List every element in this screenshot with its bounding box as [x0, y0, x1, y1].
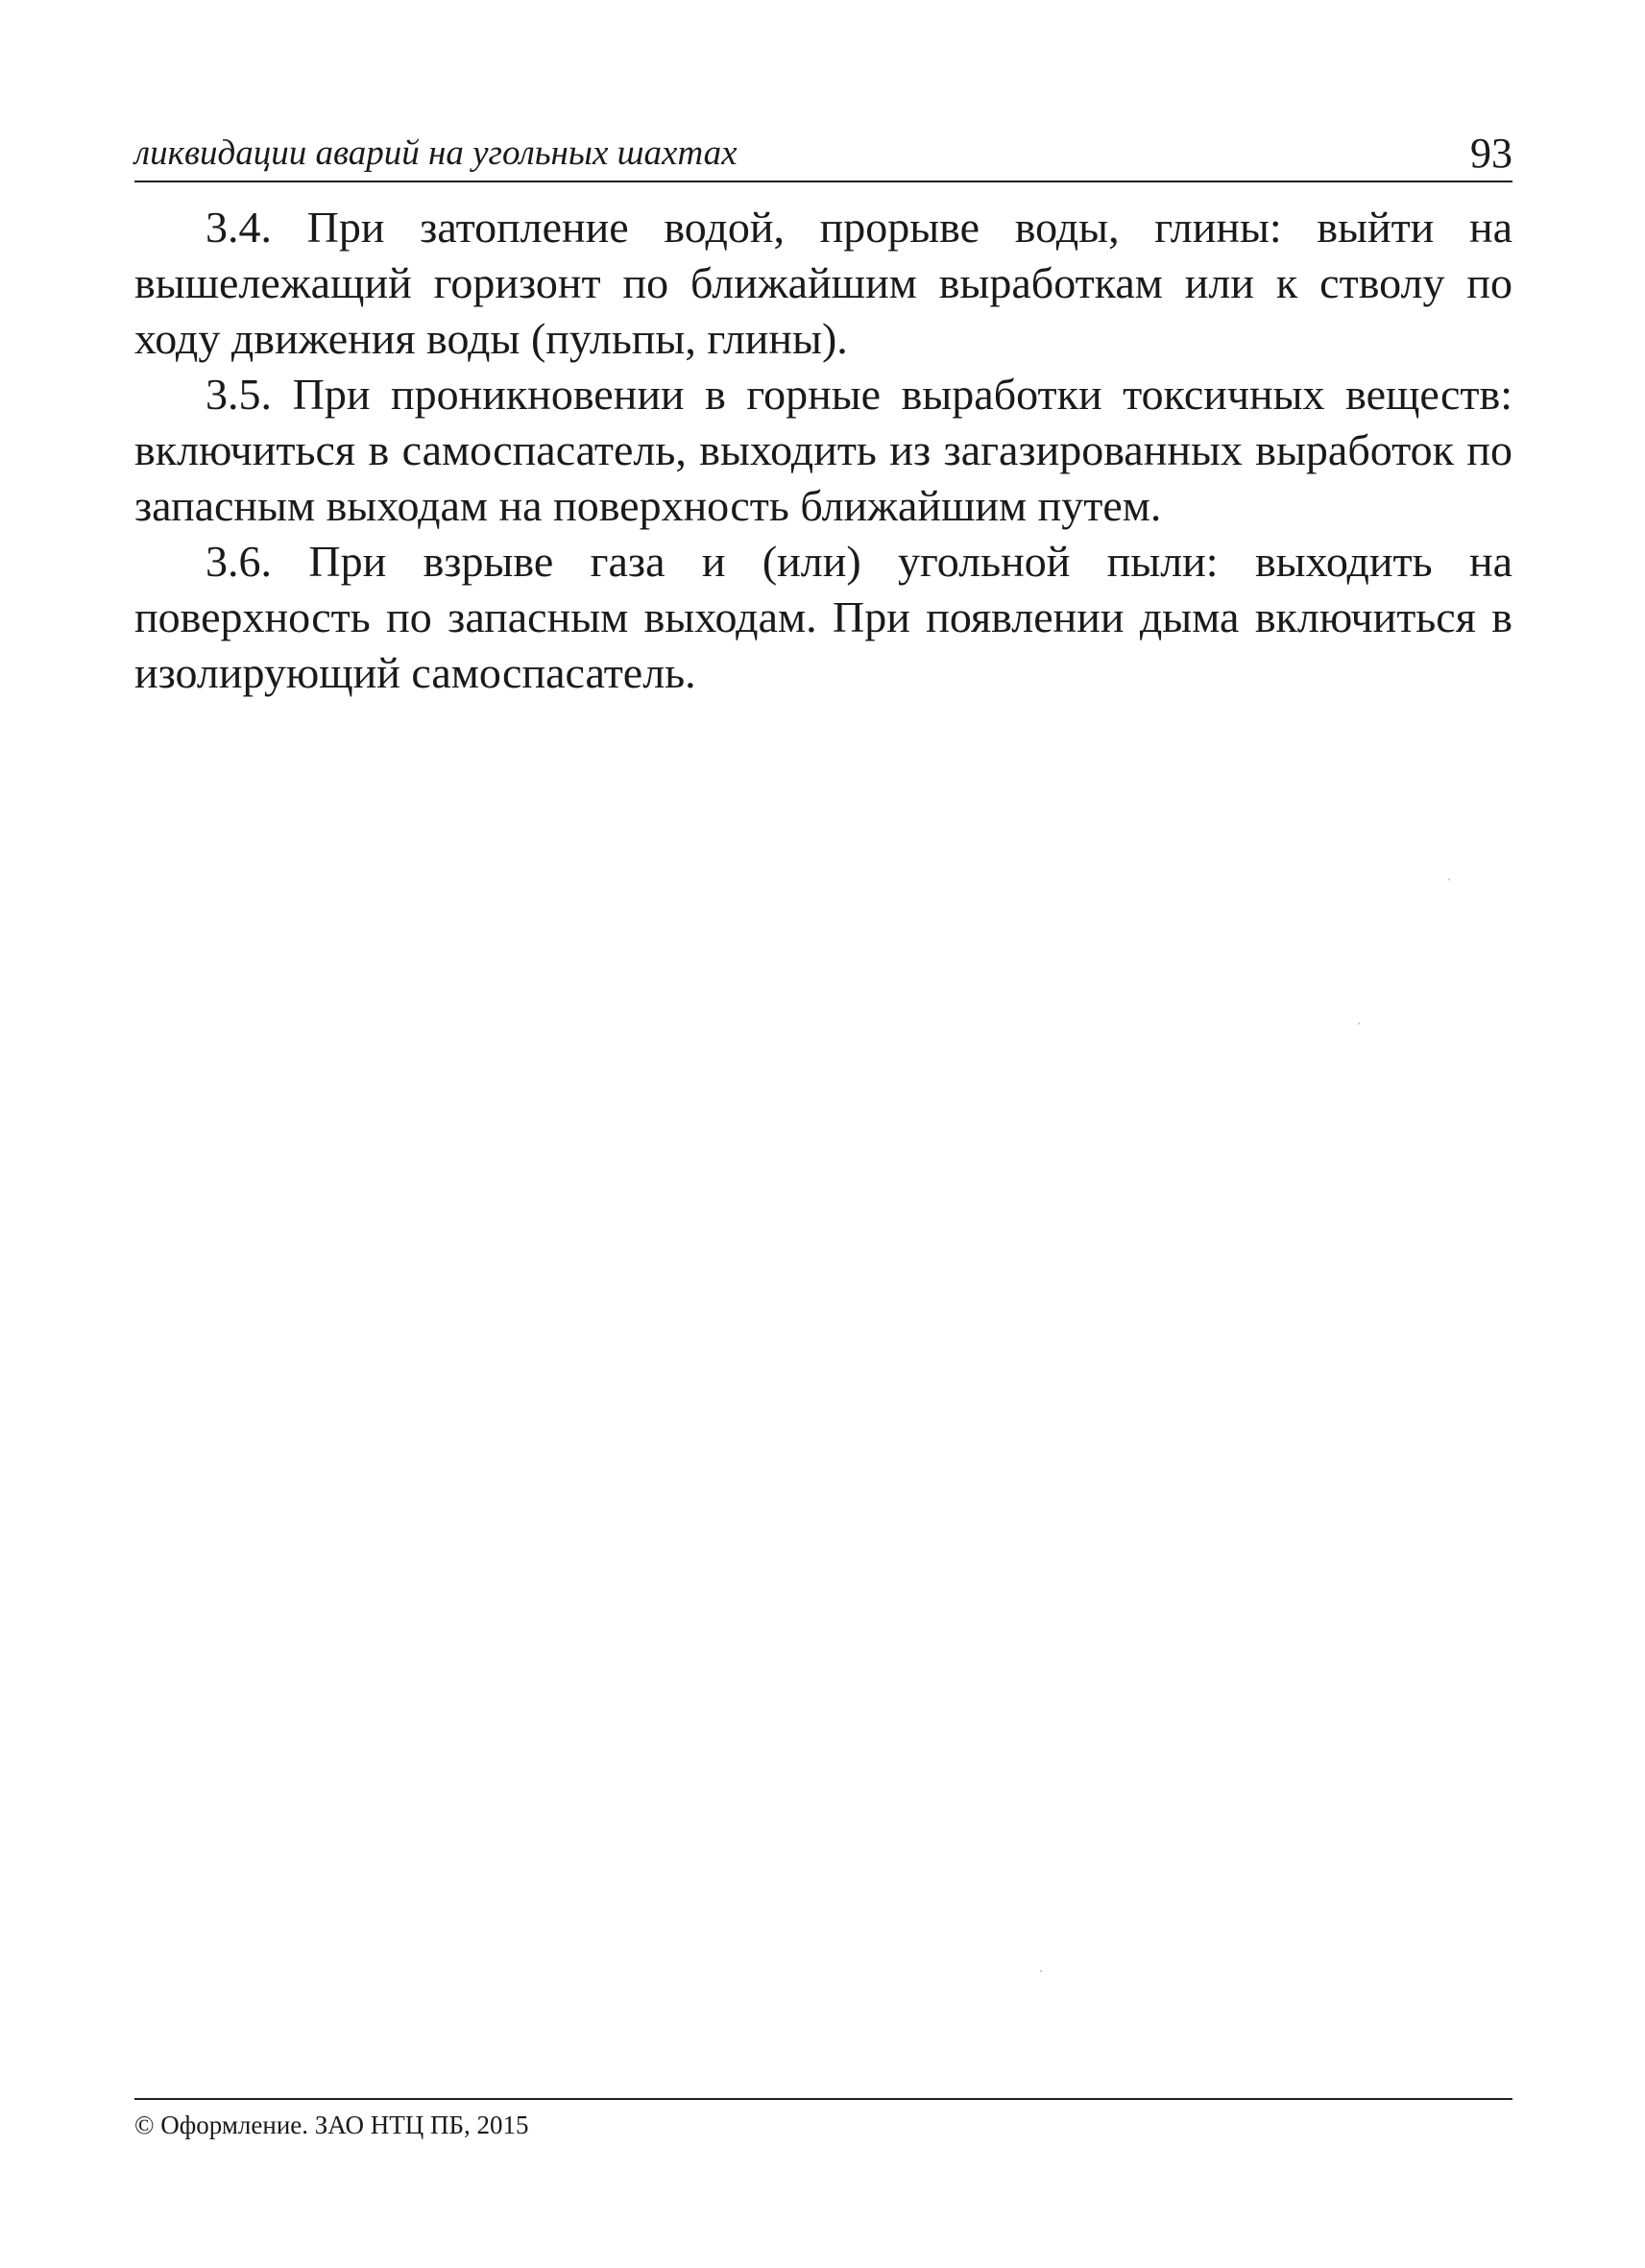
scan-speck: [1358, 1023, 1360, 1025]
body-text: [134, 200, 1512, 701]
paragraph-3-4: [134, 200, 1512, 367]
paragraph-number: 3.6.: [206, 537, 272, 586]
running-header: [134, 123, 1512, 182]
paragraph-number: 3.4.: [206, 203, 272, 252]
scan-speck: [1040, 1970, 1042, 1972]
copyright-notice: © Оформление. ЗАО НТЦ ПБ, 2015: [134, 2111, 529, 2139]
footer-divider: [134, 2098, 1512, 2100]
scan-speck: [1448, 879, 1450, 881]
page-number: 93: [1470, 130, 1512, 177]
paragraph-3-5: [134, 367, 1512, 534]
paragraph-text: При проникновении в горные выработки токсичных веществ: включиться в самоспасатель, выходить из загазированных выработок по запасным выходам на поверхность ближайшим путем.: [134, 370, 1513, 530]
paragraph-number: 3.5.: [206, 370, 272, 419]
running-header-title: ликвидации аварий на угольных шахтах: [134, 133, 738, 173]
paragraph-text: При взрыве газа и (или) угольной пыли: выходить на поверхность по запасным выходам. При появлении дыма включиться в изолирующий самоспасатель.: [134, 537, 1512, 697]
paragraph-text: При затопление водой, прорыве воды, глины: выйти на вышележащий горизонт по ближайшим выработкам или к стволу по ходу движения воды (пульпы, глины).: [134, 203, 1512, 363]
paragraph-3-6: [134, 534, 1512, 701]
